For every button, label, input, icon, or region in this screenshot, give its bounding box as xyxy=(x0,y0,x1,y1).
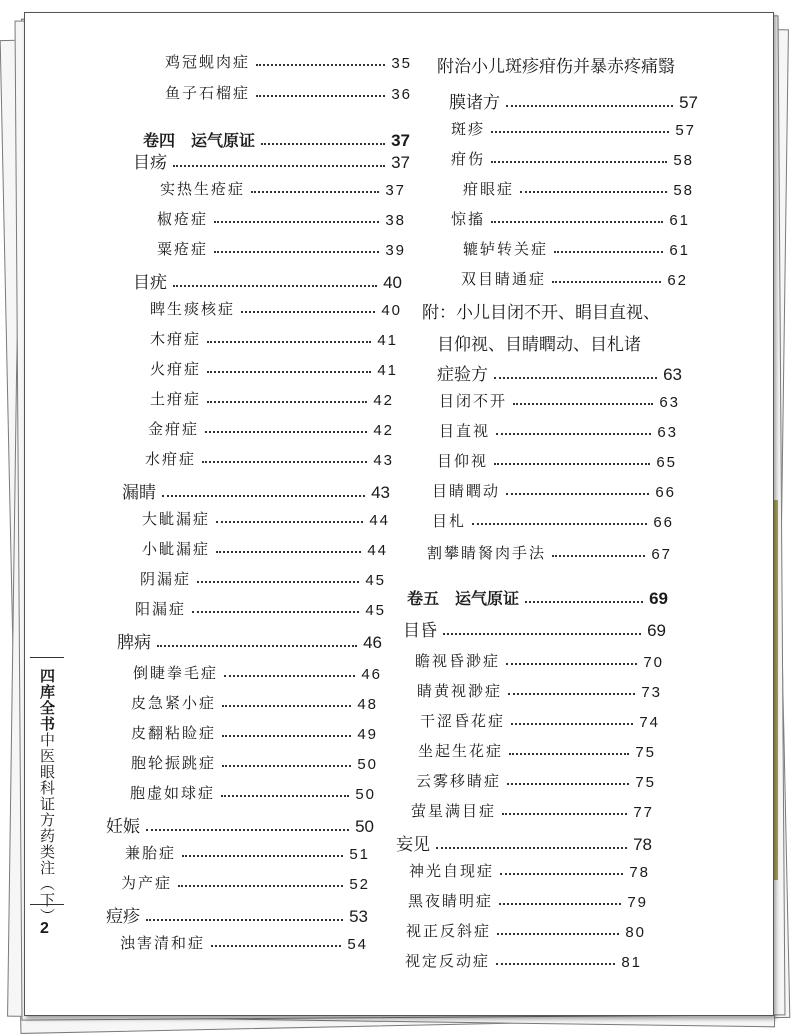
toc-entry xyxy=(418,740,656,761)
toc-page-number: 67 xyxy=(651,546,672,563)
toc-entry xyxy=(142,538,388,559)
dot-leader xyxy=(472,523,647,525)
dot-leader xyxy=(197,581,359,583)
toc-page-number: 75 xyxy=(635,744,656,761)
toc-page-number: 69 xyxy=(649,589,668,608)
toc-page-number: 37 xyxy=(391,131,410,150)
toc-entry-title: 木疳症 xyxy=(150,330,202,348)
toc-page-number: 63 xyxy=(657,424,678,441)
toc-entry xyxy=(120,932,368,953)
toc-page-number: 42 xyxy=(373,422,394,439)
toc-page-number: 54 xyxy=(347,936,368,953)
toc-entry-title: 脾病 xyxy=(117,633,151,653)
toc-entry-title: 妄见 xyxy=(396,835,430,855)
dot-leader xyxy=(205,431,367,433)
toc-entry-title: 干涩昏花症 xyxy=(420,712,506,730)
toc-entry xyxy=(157,238,406,259)
dot-leader xyxy=(507,783,629,785)
toc-entry-title: 金疳症 xyxy=(148,420,200,438)
toc-page-number: 77 xyxy=(633,804,654,821)
dot-leader xyxy=(256,95,385,97)
toc-entry xyxy=(432,480,676,501)
toc-entry-title: 倒睫拳毛症 xyxy=(133,664,219,682)
page-number: 2 xyxy=(40,920,49,937)
toc-page-number: 58 xyxy=(673,152,694,169)
toc-entry-title: 皮翻粘睑症 xyxy=(131,724,217,742)
toc-entry xyxy=(140,568,386,589)
dot-leader xyxy=(222,705,351,707)
toc-category-entry xyxy=(437,360,682,385)
toc-entry-title: 睛黄视渺症 xyxy=(417,682,503,700)
toc-entry xyxy=(148,418,394,439)
dot-leader xyxy=(216,551,361,553)
dot-leader xyxy=(224,675,355,677)
toc-entry-title: 土疳症 xyxy=(150,390,202,408)
toc-category-entry xyxy=(403,616,666,641)
dot-leader xyxy=(494,463,650,465)
dot-leader xyxy=(506,493,649,495)
toc-entry xyxy=(463,238,690,259)
toc-entry-title: 火疳症 xyxy=(150,360,202,378)
toc-entry xyxy=(451,118,696,139)
toc-entry xyxy=(406,920,646,941)
dot-leader xyxy=(496,433,651,435)
toc-page-number: 81 xyxy=(621,954,642,971)
toc-entry-title: 惊搐 xyxy=(451,210,486,228)
dot-leader xyxy=(491,221,663,223)
dot-leader xyxy=(506,105,673,107)
dot-leader xyxy=(173,285,377,287)
toc-entry xyxy=(160,178,406,199)
dot-leader xyxy=(173,165,385,167)
toc-entry-title: 阳漏症 xyxy=(135,600,187,618)
toc-page-number: 39 xyxy=(385,242,406,259)
toc-page-number: 66 xyxy=(653,514,674,531)
toc-entry xyxy=(432,510,674,531)
side-book-title xyxy=(30,668,64,924)
toc-entry-title: 妊娠 xyxy=(106,817,140,837)
toc-page-number: 46 xyxy=(361,666,382,683)
dot-leader xyxy=(496,963,615,965)
dot-leader xyxy=(494,377,657,379)
toc-entry-title: 鸡冠蚬肉症 xyxy=(165,53,251,71)
dot-leader xyxy=(214,251,379,253)
toc-page-number: 63 xyxy=(663,365,682,384)
toc-page-number: 40 xyxy=(381,302,402,319)
toc-page-number: 74 xyxy=(639,714,660,731)
toc-entry xyxy=(439,420,678,441)
toc-entry-title: 水疳症 xyxy=(145,450,197,468)
dot-leader xyxy=(499,903,621,905)
toc-page-number: 43 xyxy=(371,483,390,502)
toc-page-number: 45 xyxy=(365,572,386,589)
toc-page-number: 49 xyxy=(357,726,378,743)
toc-entry xyxy=(437,450,677,471)
toc-category-entry xyxy=(122,478,390,503)
toc-entry-title: 兼胎症 xyxy=(125,844,177,862)
toc-page-number: 38 xyxy=(385,212,406,229)
toc-page-number: 61 xyxy=(669,212,690,229)
toc-category-entry xyxy=(449,88,698,113)
toc-entry-title: 漏睛 xyxy=(122,483,156,503)
toc-entry xyxy=(150,388,394,409)
toc-category-entry xyxy=(396,830,652,855)
dot-leader xyxy=(202,461,367,463)
toc-entry xyxy=(150,328,398,349)
dot-leader xyxy=(182,855,343,857)
toc-entry-title: 黑夜睛明症 xyxy=(408,892,494,910)
toc-entry xyxy=(411,800,654,821)
dot-leader xyxy=(211,945,341,947)
toc-entry xyxy=(427,542,672,563)
toc-entry xyxy=(416,770,656,791)
toc-entry-title: 粟疮症 xyxy=(157,240,209,258)
toc-entry-title: 阴漏症 xyxy=(140,570,192,588)
toc-page-number: 50 xyxy=(355,817,374,836)
toc-entry xyxy=(408,890,648,911)
toc-page-number: 42 xyxy=(373,392,394,409)
toc-page-number: 69 xyxy=(647,621,666,640)
toc-entry-title: 目直视 xyxy=(439,422,491,440)
toc-entry xyxy=(439,390,680,411)
toc-page-number: 50 xyxy=(355,786,376,803)
toc-entry xyxy=(165,82,412,103)
dot-leader xyxy=(513,403,653,405)
dot-leader xyxy=(525,601,643,603)
toc-entry-title: 萤星满目症 xyxy=(411,802,497,820)
toc-entry-title: 神光自现症 xyxy=(409,862,495,880)
toc-entry-title: 双目睛通症 xyxy=(461,270,547,288)
toc-entry-title: 目睛瞤动 xyxy=(432,482,501,500)
toc-entry xyxy=(145,448,394,469)
toc-category-entry xyxy=(133,268,402,293)
toc-entry xyxy=(409,860,650,881)
toc-page-number: 53 xyxy=(349,907,368,926)
toc-page-number: 61 xyxy=(669,242,690,259)
dot-leader xyxy=(508,693,635,695)
toc-entry-title: 疳伤 xyxy=(451,150,486,168)
toc-page-number: 73 xyxy=(641,684,662,701)
toc-page-number: 65 xyxy=(656,454,677,471)
toc-entry-title: 胞虚如球症 xyxy=(130,784,216,802)
dot-leader xyxy=(222,735,351,737)
dot-leader xyxy=(520,191,667,193)
toc-page-number: 79 xyxy=(627,894,648,911)
toc-entry-title: 浊害清和症 xyxy=(120,934,206,952)
toc-page-number: 37 xyxy=(385,182,406,199)
toc-entry xyxy=(131,752,378,773)
toc-page-number: 66 xyxy=(655,484,676,501)
toc-page-number: 41 xyxy=(377,362,398,379)
toc-entry-title: 睥生痰核症 xyxy=(150,300,236,318)
dot-leader xyxy=(500,873,623,875)
toc-entry xyxy=(130,782,376,803)
toc-page-number: 37 xyxy=(391,153,410,172)
toc-page-number: 36 xyxy=(391,86,412,103)
toc-page-number: 78 xyxy=(629,864,650,881)
dot-leader xyxy=(502,813,627,815)
dot-leader xyxy=(221,795,349,797)
dot-leader xyxy=(146,919,343,921)
toc-page-number: 80 xyxy=(625,924,646,941)
toc-page-number: 48 xyxy=(357,696,378,713)
toc-page-number: 44 xyxy=(367,542,388,559)
dot-leader xyxy=(216,521,363,523)
toc-page-number: 43 xyxy=(373,452,394,469)
toc-entry-title: 为产症 xyxy=(121,874,173,892)
toc-appendix-line: 附：小儿目闭不开、睊目直视、 xyxy=(422,303,660,323)
dot-leader xyxy=(207,341,371,343)
toc-entry-title: 大眦漏症 xyxy=(142,510,211,528)
dot-leader xyxy=(436,847,627,849)
toc-entry-title: 胞轮振跳症 xyxy=(131,754,217,772)
toc-entry xyxy=(150,298,402,319)
toc-entry-title: 坐起生花症 xyxy=(418,742,504,760)
dot-leader xyxy=(146,829,349,831)
dot-leader xyxy=(192,611,359,613)
dot-leader xyxy=(251,191,379,193)
dot-leader xyxy=(552,555,645,557)
toc-page-number: 52 xyxy=(349,876,370,893)
side-divider xyxy=(30,904,64,905)
toc-entry xyxy=(420,710,660,731)
toc-entry xyxy=(125,842,370,863)
dot-leader xyxy=(509,753,629,755)
toc-entry-title: 椒疮症 xyxy=(157,210,209,228)
toc-entry xyxy=(131,692,378,713)
dot-leader xyxy=(491,161,667,163)
toc-entry xyxy=(415,650,664,671)
toc-entry-title: 实热生疮症 xyxy=(160,180,246,198)
toc-category-entry xyxy=(117,628,382,653)
toc-volume-entry xyxy=(407,586,668,609)
side-running-header xyxy=(30,657,64,937)
toc-entry xyxy=(165,51,412,72)
toc-page-number: 75 xyxy=(635,774,656,791)
dot-leader xyxy=(162,495,365,497)
dot-leader xyxy=(157,645,357,647)
toc-entry-title: 卷五 运气原证 xyxy=(407,589,520,608)
toc-entry-title: 目闭不开 xyxy=(439,392,508,410)
toc-entry-title: 目仰视 xyxy=(437,452,489,470)
toc-page-number: 44 xyxy=(369,512,390,529)
toc-page-number: 45 xyxy=(365,602,386,619)
toc-page-number: 62 xyxy=(667,272,688,289)
toc-entry-title: 瞻视昏渺症 xyxy=(415,652,501,670)
toc-page-number: 41 xyxy=(377,332,398,349)
toc-page-number: 70 xyxy=(643,654,664,671)
toc-entry-title: 割攀睛胬肉手法 xyxy=(427,544,547,562)
toc-appendix-line: 目仰视、目睛瞤动、目札诸 xyxy=(437,335,641,355)
toc-entry xyxy=(150,358,398,379)
dot-leader xyxy=(506,663,637,665)
dot-leader xyxy=(443,633,641,635)
toc-entry-title: 皮急紧小症 xyxy=(131,694,217,712)
toc-entry xyxy=(451,208,690,229)
toc-entry xyxy=(131,722,378,743)
toc-entry-title: 膜诸方 xyxy=(449,93,500,113)
toc-category-entry xyxy=(133,148,410,173)
dot-leader xyxy=(497,933,619,935)
toc-page-number: 58 xyxy=(673,182,694,199)
toc-page-number: 51 xyxy=(349,846,370,863)
toc-page-number: 57 xyxy=(675,122,696,139)
dot-leader xyxy=(207,371,371,373)
book-title: 中医眼科证方药类注（下） xyxy=(38,732,56,924)
dot-leader xyxy=(554,251,663,253)
toc-page-number: 57 xyxy=(679,93,698,112)
toc-page-number: 63 xyxy=(659,394,680,411)
dot-leader xyxy=(552,281,661,283)
toc-category-entry xyxy=(106,812,374,837)
toc-entry-title: 小眦漏症 xyxy=(142,540,211,558)
toc-entry-title: 目疣 xyxy=(133,273,167,293)
toc-entry-title: 痘疹 xyxy=(106,907,140,927)
dot-leader xyxy=(207,401,367,403)
toc-entry xyxy=(451,148,694,169)
toc-entry xyxy=(405,950,642,971)
toc-page-number: 50 xyxy=(357,756,378,773)
dot-leader xyxy=(511,723,633,725)
toc-entry-title: 目昏 xyxy=(403,621,437,641)
dot-leader xyxy=(491,131,669,133)
toc-entry xyxy=(133,662,382,683)
toc-entry xyxy=(157,208,406,229)
dot-leader xyxy=(241,311,375,313)
dot-leader xyxy=(222,765,351,767)
toc-entry xyxy=(142,508,390,529)
toc-heading-line: 附治小儿斑疹疳伤并暴赤疼痛翳 xyxy=(437,57,675,77)
toc-entry-title: 视定反动症 xyxy=(405,952,491,970)
series-name: 四库全书 xyxy=(38,668,56,732)
toc-entry-title: 目疡 xyxy=(133,153,167,173)
toc-category-entry xyxy=(106,902,368,927)
dot-leader xyxy=(178,885,343,887)
toc-entry-title: 疳眼症 xyxy=(463,180,515,198)
dot-leader xyxy=(214,221,379,223)
dot-leader xyxy=(256,64,385,66)
toc-entry-title: 卷四 运气原证 xyxy=(143,131,256,150)
toc-entry-title: 辘轳转关症 xyxy=(463,240,549,258)
toc-entry xyxy=(135,598,386,619)
toc-entry-title: 症验方 xyxy=(437,365,488,385)
toc-page-number: 46 xyxy=(363,633,382,652)
toc-entry xyxy=(417,680,662,701)
toc-entry xyxy=(463,178,694,199)
toc-entry-title: 鱼子石榴症 xyxy=(165,84,251,102)
toc-entry-title: 视正反斜症 xyxy=(406,922,492,940)
toc-page-number: 40 xyxy=(383,273,402,292)
toc-entry-title: 目札 xyxy=(432,512,467,530)
toc-entry xyxy=(121,872,370,893)
toc-entry xyxy=(461,268,688,289)
toc-page-number: 78 xyxy=(633,835,652,854)
dot-leader xyxy=(261,143,385,145)
toc-entry-title: 云雾移睛症 xyxy=(416,772,502,790)
toc-page-number: 35 xyxy=(391,55,412,72)
toc-entry-title: 斑疹 xyxy=(451,120,486,138)
